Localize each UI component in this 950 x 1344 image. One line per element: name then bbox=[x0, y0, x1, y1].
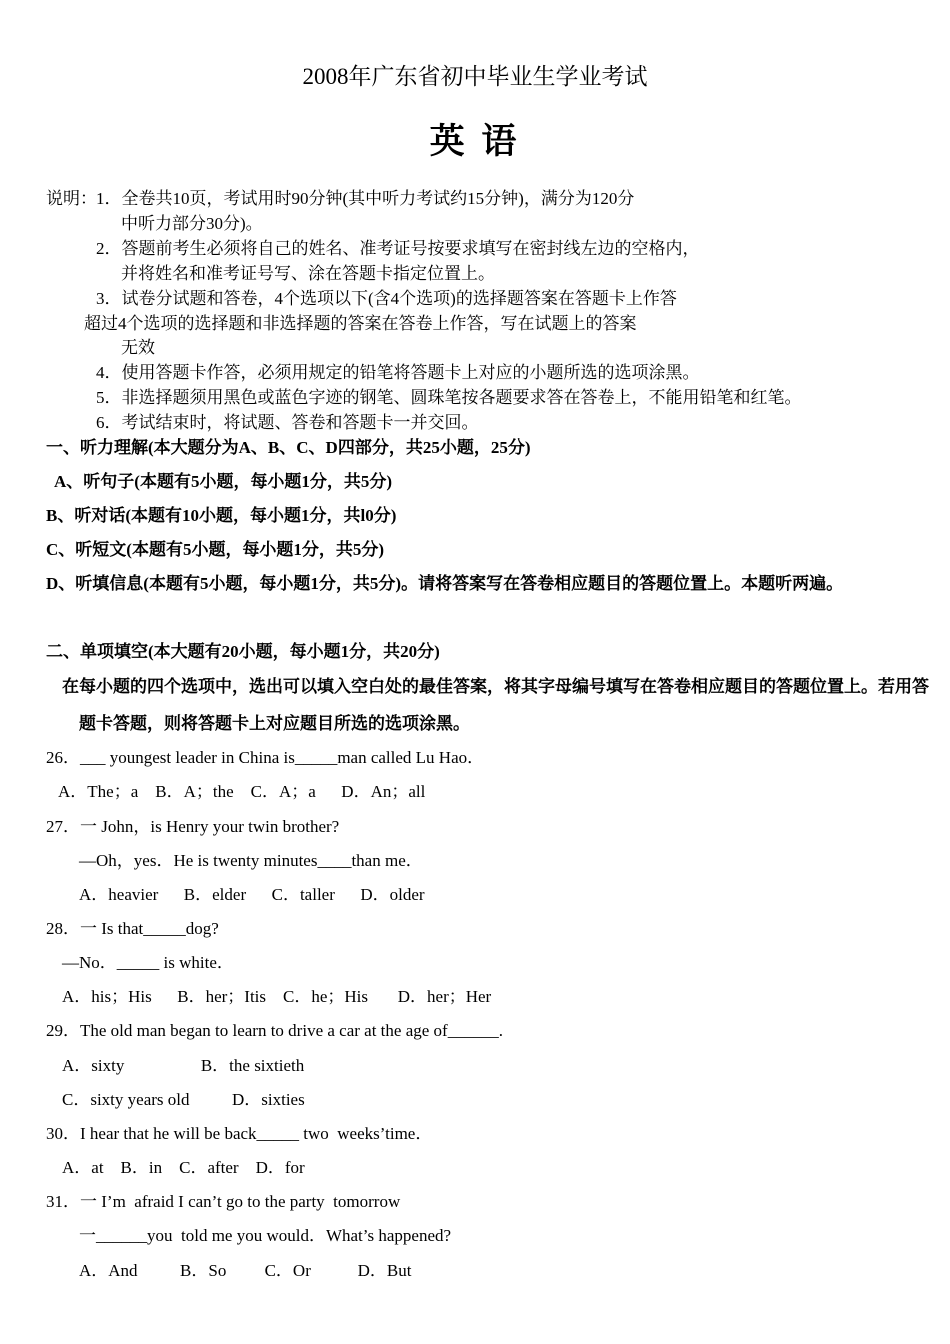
instruction-line: 4．使用答题卡作答，必须用规定的铅笔将答题卡上对应的小题所选的选项涂黑。 bbox=[96, 363, 700, 382]
instruction-line: 5．非选择题须用黑色或蓝色字迹的钢笔、圆珠笔按各题要求答在答卷上，不能用铅笔和红笔。 bbox=[96, 388, 802, 407]
section-part: B、听对话(本题有10小题，每小题1分，共l0分) bbox=[46, 506, 397, 525]
section-part: C、听短文(本题有5小题，每小题1分，共5分) bbox=[46, 540, 385, 559]
question-options: A．heavier B．elder C．taller D．older bbox=[79, 885, 425, 904]
question-stem: 26．___ youngest leader in China is_____man called Lu Hao． bbox=[46, 748, 485, 767]
section-directions: 题卡答题，则将答题卡上对应题目所选的选项涂黑。 bbox=[79, 714, 470, 733]
question-reply: 一______you told me you would．What’s happened? bbox=[79, 1226, 452, 1245]
section-part: D、听填信息(本题有5小题，每小题1分，共5分)。请将答案写在答卷相应题目的答题位置上。本题听两遍。 bbox=[46, 574, 844, 593]
section-heading: 一、听力理解(本大题分为A、B、C、D四部分，共25小题，25分) bbox=[46, 438, 531, 457]
question-reply: —No．_____ is white． bbox=[62, 953, 234, 972]
question-options: C．sixty years old D．sixties bbox=[62, 1090, 305, 1109]
instruction-line: 3．试卷分试题和答卷，4个选项以下(含4个选项)的选择题答案在答题卡上作答 bbox=[96, 289, 677, 308]
section-part: A、听句子(本题有5小题，每小题1分，共5分) bbox=[54, 472, 393, 491]
section-heading: 二、单项填空(本大题有20小题，每小题1分，共20分) bbox=[46, 642, 440, 661]
exam-title: 2008年广东省初中毕业生学业考试 bbox=[302, 64, 648, 89]
instruction-line: 无效 bbox=[121, 338, 155, 357]
question-options: A．The；a B．A；the C．A；a D．An；all bbox=[58, 782, 426, 801]
subject-title: 英 语 bbox=[429, 122, 521, 161]
question-options: A．sixty B．the sixtieth bbox=[62, 1056, 305, 1075]
instruction-line: 中听力部分30分)。 bbox=[121, 214, 263, 233]
question-stem: 30．I hear that he will be back_____ two weeks’time． bbox=[46, 1124, 433, 1143]
question-options: A．at B．in C．after D．for bbox=[62, 1158, 305, 1177]
instruction-line: 6．考试结束时，将试题、答卷和答题卡一并交回。 bbox=[96, 413, 479, 432]
instruction-line: 超过4个选项的选择题和非选择题的答案在答卷上作答，写在试题上的答案 bbox=[84, 314, 637, 333]
instructions-prefix: 说明： bbox=[46, 189, 97, 208]
question-stem: 28．一 Is that_____dog? bbox=[46, 919, 219, 938]
question-options: A．And B．So C．Or D．But bbox=[79, 1261, 412, 1280]
question-options: A．his；His B．her；Itis C．he；His D．her；Her bbox=[62, 987, 492, 1006]
section-directions: 在每小题的四个选项中，选出可以填入空白处的最佳答案，将其字母编号填写在答卷相应题目的答题位置上。若用答 bbox=[62, 677, 929, 696]
instruction-line: 1．全卷共10页，考试用时90分钟(其中听力考试约15分钟)，满分为120分 bbox=[96, 189, 635, 208]
question-stem: 31．一 I’m afraid I can’t go to the party tomorrow bbox=[46, 1192, 401, 1211]
instruction-line: 2．答题前考生必须将自己的姓名、准考证号按要求填写在密封线左边的空格内， bbox=[96, 239, 700, 258]
instruction-line: 并将姓名和准考证号写、涂在答题卡指定位置上。 bbox=[121, 264, 495, 283]
question-stem: 29．The old man began to learn to drive a car at the age of______. bbox=[46, 1021, 503, 1040]
question-stem: 27．一 John，is Henry your twin brother? bbox=[46, 817, 340, 836]
question-reply: —Oh，yes．He is twenty minutes____than me． bbox=[79, 851, 423, 870]
